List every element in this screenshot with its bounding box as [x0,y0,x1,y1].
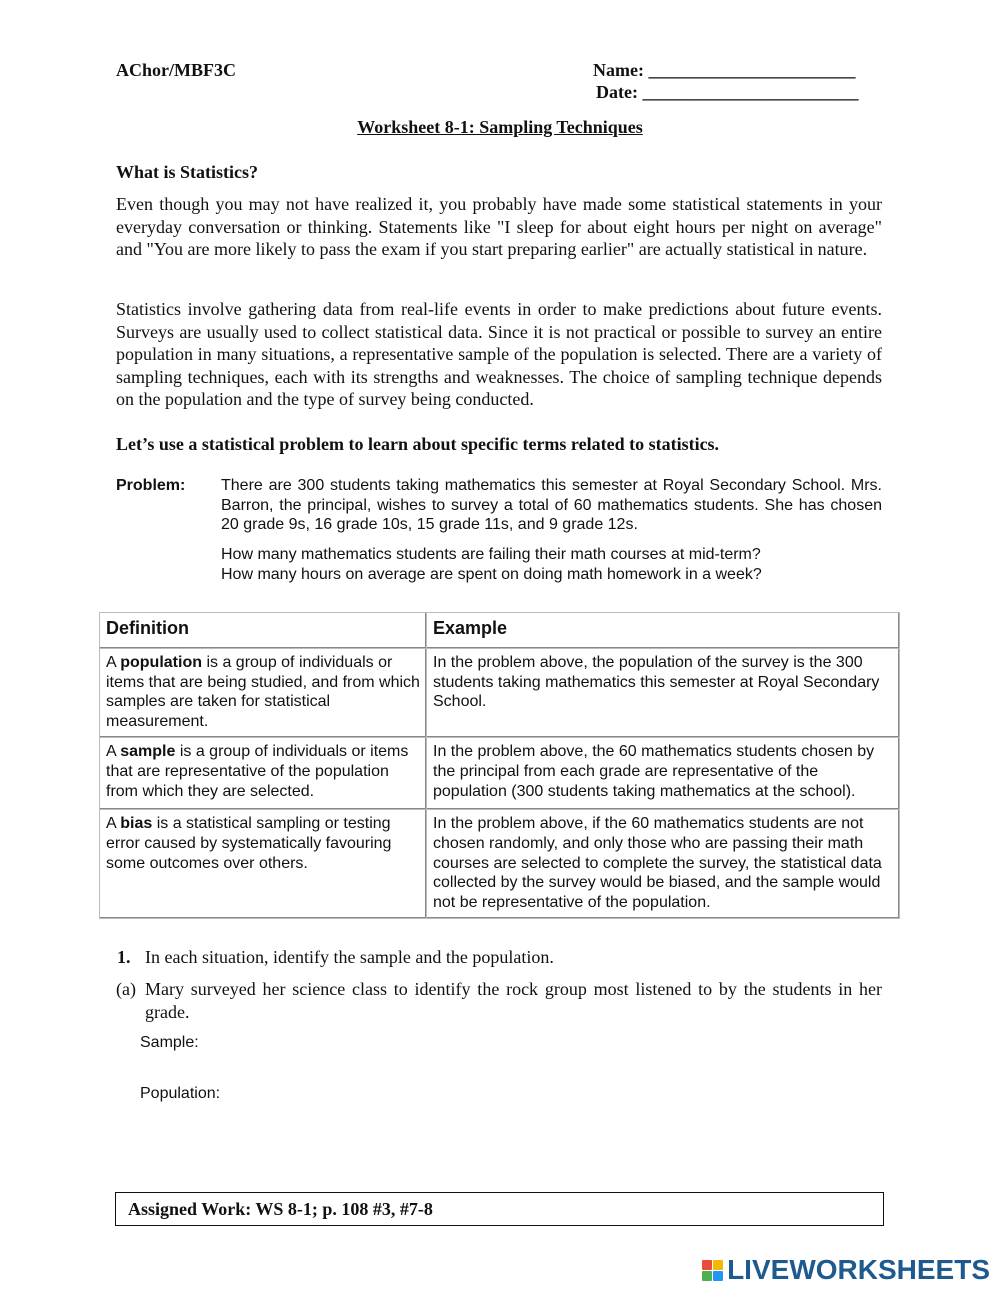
definition-cell-bias [100,810,427,919]
definition-text: is a group of individuals or items that are being studied, and from which samples are taken for statistical measurement. [106,654,420,730]
term-population: population [120,654,202,671]
table-row [100,649,900,738]
population-answer-label: Population: [140,1085,221,1102]
problem-question-2: How many hours on average are spent on doing math homework in a week? [221,566,762,583]
definitions-table [99,612,900,919]
table-header-row [100,613,900,649]
logo-square [702,1271,712,1281]
table-row [100,810,900,919]
logo-grid-icon [702,1260,723,1281]
logo-square [702,1260,712,1270]
column-header-example: Example [427,613,900,649]
name-field-label: Name: _______________________ [593,60,856,80]
part-a-label: (a) [116,979,136,999]
definition-cell-population [100,649,427,738]
question-number [117,946,131,969]
worksheet-title: Worksheet 8-1: Sampling Techniques [357,117,643,137]
definition-prefix: A [106,815,121,833]
problem-text: There are 300 students taking mathematics this semester at Royal Secondary School. Mrs. Barron, the principal, wishes to survey a total of 60 mathematics students. She has chosen 20 grade 9s, 16 grade 10s, 15 grade 11s, and 9 grade 12s. [221,477,882,534]
definition-text: is a statistical sampling or testing error caused by systematically favouring some outcomes over others. [106,815,392,872]
definition-prefix: A [106,654,121,671]
logo-square [713,1271,723,1281]
course-code: AChor/MBF3C [116,60,236,80]
definition-text: is a group of individuals or items that are representative of the population from which they are selected. [106,743,409,800]
definition-cell-sample [100,738,427,810]
table-row [100,738,900,810]
term-bias: bias [120,815,153,833]
example-cell-population: In the problem above, the population of the survey is the 300 students taking mathematics this semester at Royal Secondary School. [427,649,900,738]
section-heading: What is Statistics? [116,162,259,182]
liveworksheets-logo [702,1255,990,1285]
intro-bold-line: Let’s use a statistical problem to learn about specific terms related to statistics. [116,434,720,454]
logo-text: LIVEWORKSHEETS [727,1254,990,1285]
definition-prefix: A [106,743,121,761]
part-a-text: Mary surveyed her science class to identify the rock group most listened to by the students in her grade. [145,979,882,1022]
date-field-label: Date: ________________________ [596,82,859,102]
question-text: In each situation, identify the sample and the population. [145,947,554,967]
term-sample: sample [120,743,176,761]
intro-paragraph-2: Statistics involve gathering data from real-life events in order to make predictions about future events. Surveys are usually used to collect statistical data. Since it is not practical or possible to survey an entire population in many situations, a representative sample of the population is selected. There are a variety of sampling techniques, each with its strengths and weaknesses. The choice of sampling technique depends on the population and the type of survey being conducted. [116,299,882,410]
example-cell-sample: In the problem above, the 60 mathematics students chosen by the principal from each grade are representative of the population (300 students taking mathematics at the school). [427,738,900,810]
sample-answer-label: Sample: [140,1034,199,1051]
intro-paragraph-1: Even though you may not have realized it, you probably have made some statistical statements in your everyday conversation or thinking. Statements like "I sleep for about eight hours per night on average" and "You are more likely to pass the exam if you start preparing earlier" are actually statistical in nature. [116,194,882,260]
question-number-text: 1. [117,947,131,967]
problem-label: Problem: [116,477,186,494]
problem-question-1: How many mathematics students are failing their math courses at mid-term? [221,546,761,563]
column-header-definition: Definition [100,613,427,649]
example-cell-bias: In the problem above, if the 60 mathematics students are not chosen randomly, and only those who are passing their math courses are selected to complete the survey, the statistical data collected by the survey would be biased, and the sample would not be representative of the population. [427,810,900,919]
logo-square [713,1260,723,1270]
assigned-work-box: Assigned Work: WS 8-1; p. 108 #3, #7-8 [115,1192,884,1226]
